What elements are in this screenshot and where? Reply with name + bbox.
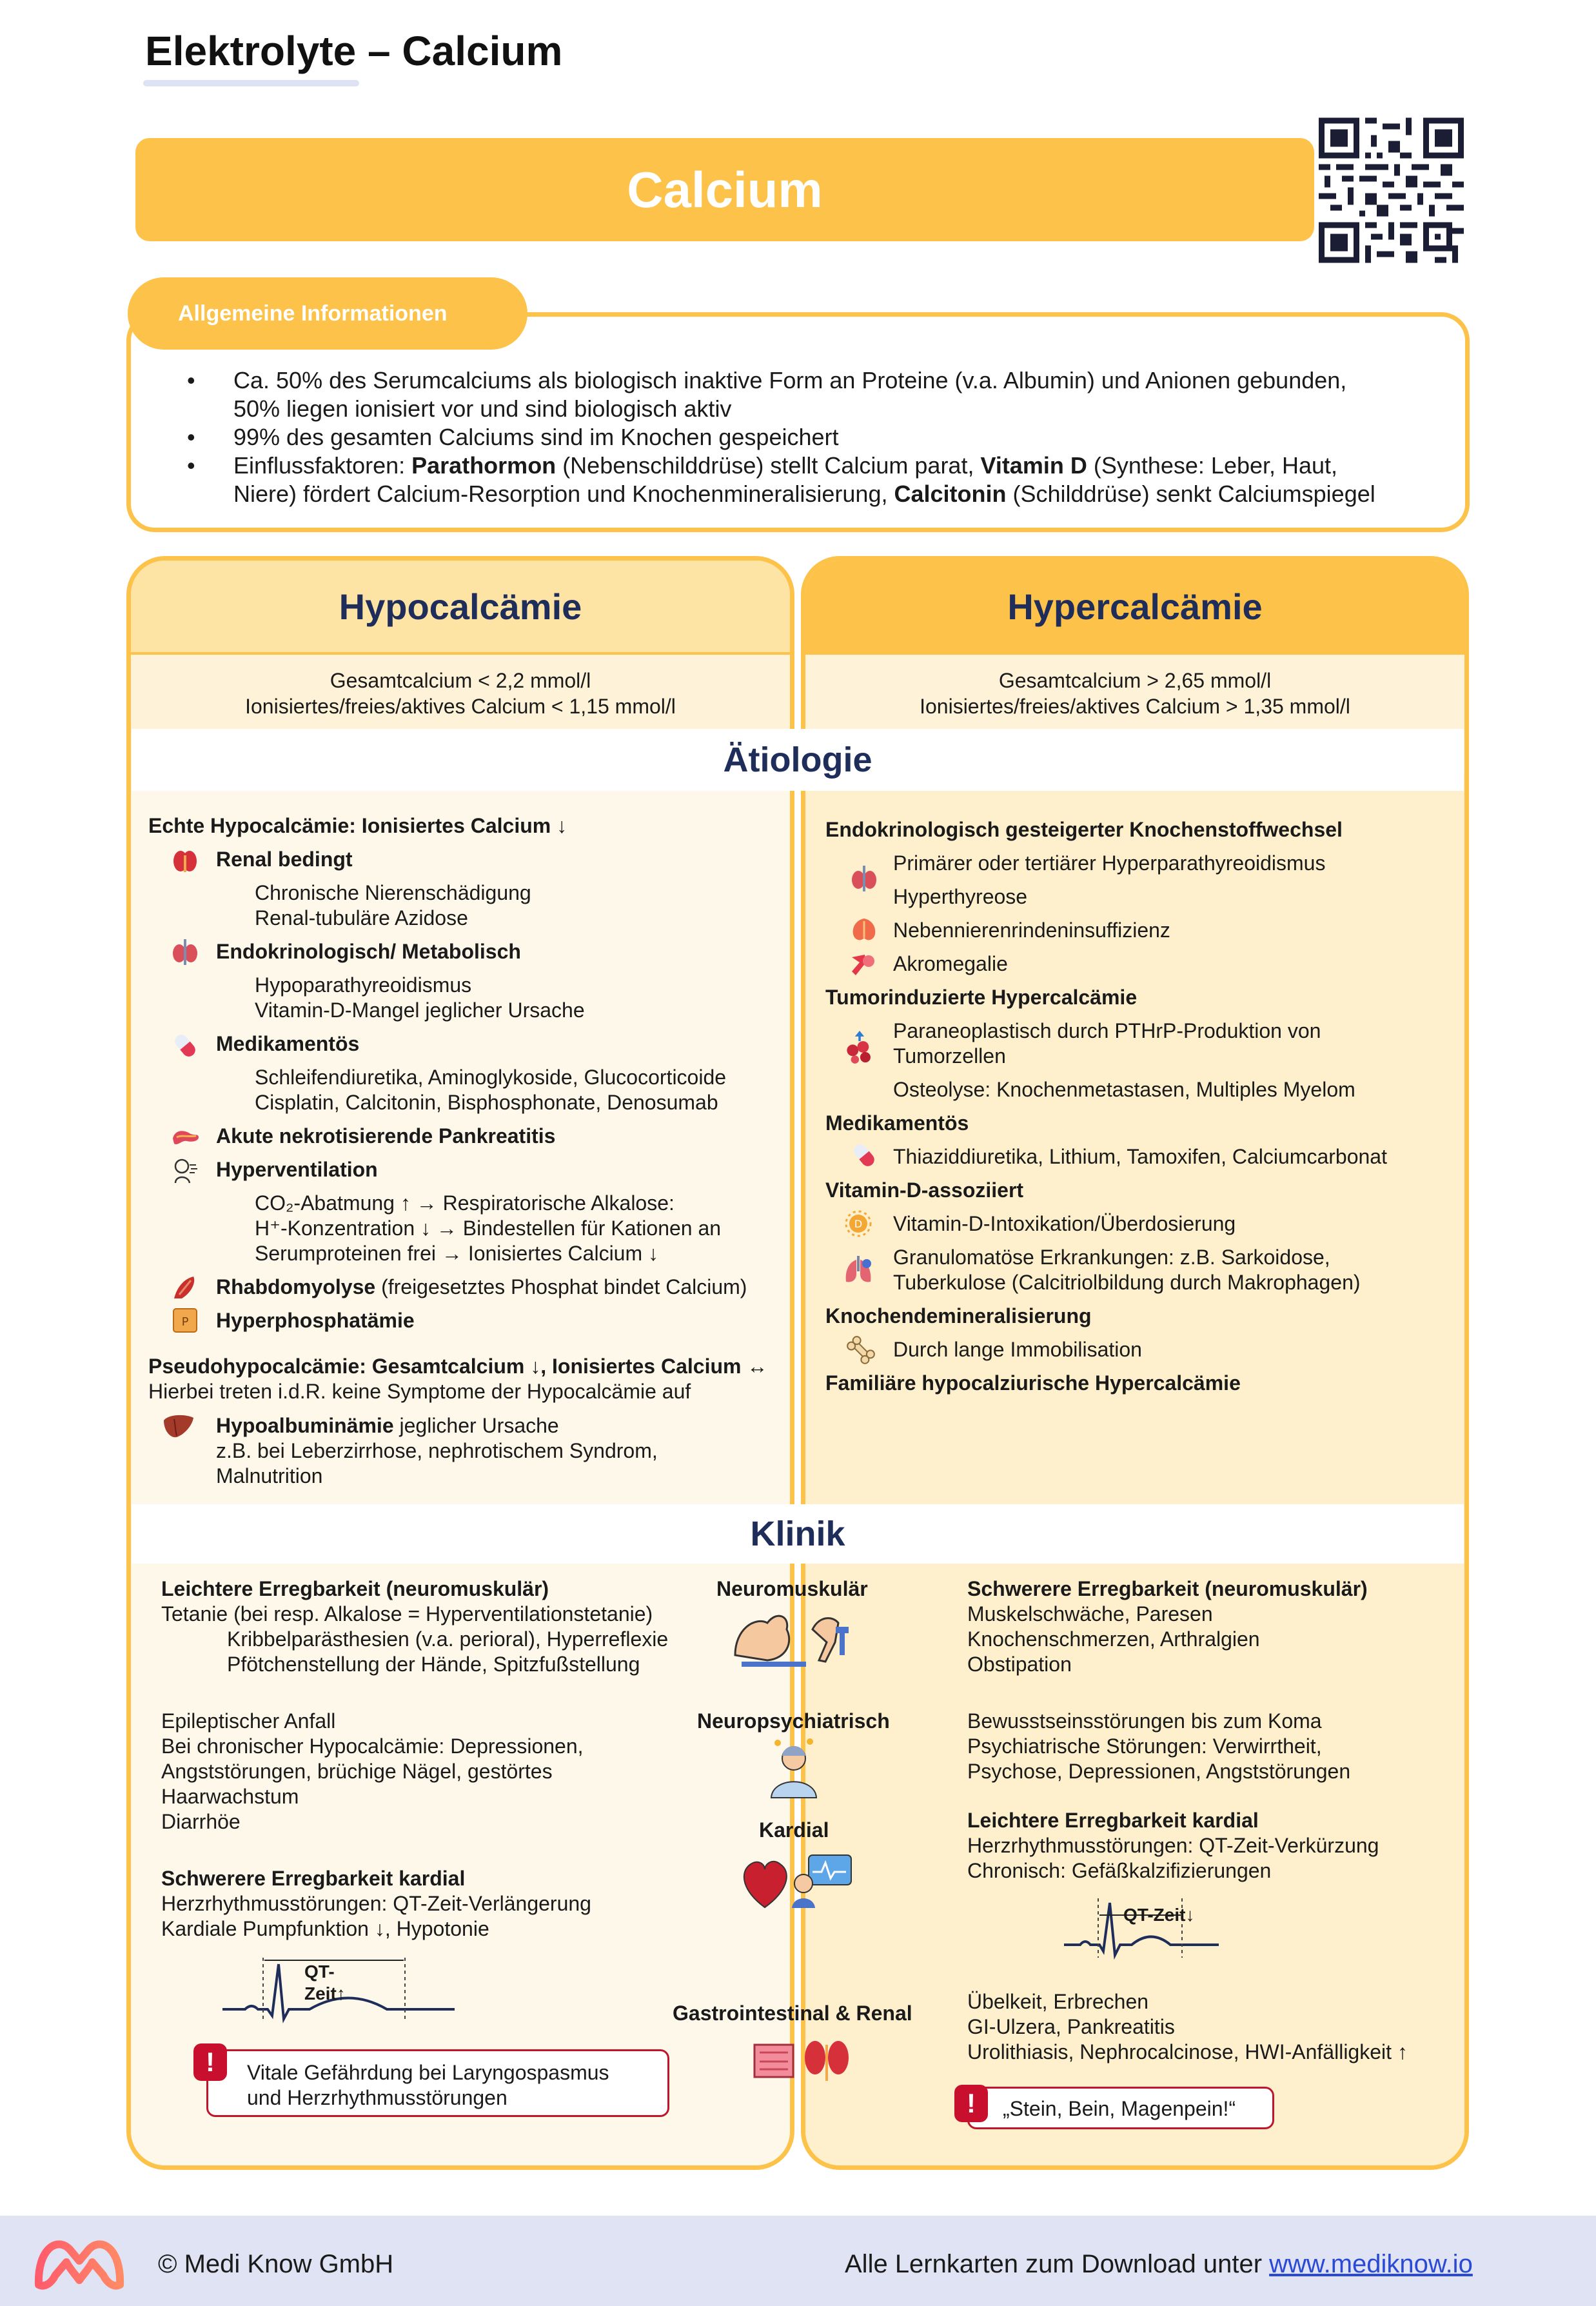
hypocalcemia-title: Hypocalcämie (131, 561, 790, 655)
rhabdomyolyse-line: Rhabdomyolyse (freigesetztes Phosphat bindet Calcium) (216, 1275, 747, 1298)
alert-icon: ! (954, 2085, 988, 2122)
svg-text:D: D (854, 1218, 863, 1230)
adrenal-gland-icon (848, 913, 880, 946)
qt-label-1: QT- (304, 1962, 335, 1982)
tumor-item: Tumorzellen (893, 1044, 1006, 1068)
intestine-kidney-icon (749, 2032, 852, 2083)
pankreatitis-heading: Akute nekrotisierende Pankreatitis (216, 1124, 556, 1148)
vitamin-d-icon (842, 1208, 874, 1240)
renal-heading: Renal bedingt (216, 848, 353, 871)
general-info-list (187, 366, 1444, 508)
med-item: Cisplatin, Calcitonin, Bisphosphonate, Denosumab (255, 1091, 718, 1114)
hyperventilation-item: Serumproteinen frei → Ionisiertes Calcium ↓ (255, 1242, 659, 1265)
klinik-label-neuropsychiatrisch: Neuropsychiatrisch (697, 1709, 890, 1733)
vitd-item: Tuberkulose (Calcitriolbildung durch Makrophagen) (893, 1271, 1361, 1294)
muscle-icon (169, 1271, 201, 1304)
klinik-left-psy-item: Haarwachstum (161, 1785, 299, 1808)
med-item: Schleifendiuretika, Aminoglykoside, Glucocorticoide (255, 1066, 727, 1089)
endo-knochen-item: Hyperthyreose (893, 885, 1028, 908)
renal-item: Chronische Nierenschädigung (255, 881, 531, 904)
pill-icon (169, 1029, 201, 1062)
pseudo-note: Hierbei treten i.d.R. keine Symptome der Hypocalcämie auf (148, 1380, 691, 1403)
demin-heading: Knochendemineralisierung (825, 1304, 1092, 1327)
klinik-left-kard-heading: Schwerere Erregbarkeit kardial (161, 1867, 466, 1890)
klinik-left-neuro-heading: Leichtere Erregbarkeit (neuromuskulär) (161, 1577, 549, 1600)
svg-text:P: P (181, 1315, 189, 1329)
hyperventilation-heading: Hyperventilation (216, 1158, 378, 1181)
footer-link[interactable]: www.mediknow.io (1269, 2250, 1473, 2278)
hyperphosphataemie-heading: Hyperphosphatämie (216, 1309, 415, 1332)
klinik-label-gi-renal: Gastrointestinal & Renal (673, 2002, 912, 2025)
hyperventilation-item: H⁺-Konzentration ↓ → Bindestellen für Kationen an (255, 1217, 722, 1240)
vitd-item: Vitamin-D-Intoxikation/Überdosierung (893, 1212, 1236, 1235)
title-underline (143, 80, 359, 86)
lungs-icon (842, 1255, 874, 1287)
qt-short-label: QT-Zeit↓ (1123, 1905, 1195, 1925)
footer-download-text: Alle Lernkarten zum Download unter www.mediknow.io (845, 2250, 1473, 2278)
vitd-item: Granulomatöse Erkrankungen: z.B. Sarkoidose, (893, 1246, 1330, 1269)
klinik-left-kard-item: Herzrhythmusstörungen: QT-Zeit-Verlängerung (161, 1892, 591, 1915)
med-right-item: Thiaziddiuretika, Lithium, Tamoxifen, Calciumcarbonat (893, 1145, 1387, 1168)
klinik-right-neuro-item: Knochenschmerzen, Arthralgien (967, 1627, 1260, 1651)
hypercalcemia-definition: Gesamtcalcium > 2,65 mmol/l Ionisiertes/freies/aktives Calcium > 1,35 mmol/l (805, 655, 1464, 733)
endo-item: Vitamin-D-Mangel jeglicher Ursache (255, 999, 585, 1022)
fhh-heading: Familiäre hypocalziurische Hypercalcämie (825, 1371, 1241, 1395)
hypoalbuminaemie-line: Hypoalbuminämie jeglicher Ursache (216, 1414, 559, 1437)
klinik-right-kard-heading: Leichtere Erregbarkeit kardial (967, 1809, 1259, 1832)
thyroid-icon (169, 937, 201, 969)
klinik-right-gi-item: Urolithiasis, Nephrocalcinose, HWI-Anfälligkeit ↑ (967, 2040, 1408, 2063)
topic-banner: Calcium (135, 138, 1314, 241)
liver-icon (163, 1410, 195, 1442)
general-info-tab: Allgemeine Informationen (128, 277, 527, 350)
echte-hypocalcaemie-heading: Echte Hypocalcämie: Ionisiertes Calcium ↓ (148, 814, 567, 837)
klinik-left-psy-item: Epileptischer Anfall (161, 1709, 336, 1733)
footer-copyright: © Medi Know GmbH (158, 2250, 394, 2278)
hypoalbuminaemie-item: Malnutrition (216, 1464, 323, 1487)
klinik-left-kard-item: Kardiale Pumpfunktion ↓, Hypotonie (161, 1917, 489, 1940)
klinik-left-psy-item: Angststörungen, brüchige Nägel, gestörtes (161, 1760, 553, 1783)
pancreas-icon (169, 1120, 201, 1153)
klinik-right-kard-item: Herzrhythmusstörungen: QT-Zeit-Verkürzung (967, 1834, 1379, 1857)
klinik-left-psy-item: Bei chronischer Hypocalcämie: Depressionen, (161, 1734, 584, 1758)
demin-item: Durch lange Immobilisation (893, 1338, 1142, 1361)
klinik-left-neuro-item: Kribbelparästhesien (v.a. perioral), Hyperreflexie (227, 1627, 669, 1651)
heart-monitor-icon (739, 1846, 855, 1911)
mediknow-logo-icon[interactable] (31, 2223, 128, 2298)
section-klinik: Klinik (132, 1504, 1464, 1564)
endo-item: Hypoparathyreoidismus (255, 973, 472, 997)
endo-knochen-item: Nebennierenrindeninsuffizienz (893, 919, 1170, 942)
klinik-right-gi-item: Übelkeit, Erbrechen (967, 1990, 1149, 2013)
tumor-cells-icon (843, 1031, 876, 1063)
info-bullet: • 99% des gesamten Calciums sind im Knochen gespeichert (187, 423, 1444, 452)
thyroid-icon (848, 863, 880, 895)
pituitary-icon (848, 948, 880, 980)
vitd-heading: Vitamin-D-assoziiert (825, 1178, 1024, 1202)
klinik-label-kardial: Kardial (759, 1818, 829, 1842)
hypercalcemia-title: Hypercalcämie (805, 561, 1464, 655)
info-bullet: • Ca. 50% des Serumcalciums als biologisch inaktive Form an Proteine (v.a. Albumin) und Anionen gebunden, 50% liegen ionisiert vor und sind biologisch aktiv (187, 366, 1444, 423)
tumor-item: Paraneoplastisch durch PTHrP-Produktion von (893, 1019, 1321, 1042)
warning-box-left: Vitale Gefährdung bei Laryngospasmus und Herzrhythmusstörungen (206, 2049, 669, 2117)
pill-icon (848, 1139, 880, 1171)
klinik-left-neuro-item: Pfötchenstellung der Hände, Spitzfußstellung (227, 1653, 640, 1676)
klinik-right-kard-item: Chronisch: Gefäßkalzifizierungen (967, 1859, 1272, 1882)
document-title: Elektrolyte – Calcium (145, 28, 563, 74)
klinik-right-psy-item: Psychiatrische Störungen: Verwirrtheit, (967, 1734, 1322, 1758)
tumor-heading: Tumorinduzierte Hypercalcämie (825, 986, 1138, 1009)
qt-label-2: Zeit↑ (304, 1983, 346, 2003)
dizzy-person-icon (765, 1736, 823, 1798)
med-right-heading: Medikamentös (825, 1111, 969, 1135)
warning-box-right: „Stein, Bein, Magenpein!“ (967, 2087, 1274, 2129)
phosphate-icon (169, 1304, 201, 1337)
hyperventilation-item: CO₂-Abatmung ↑ → Respiratorische Alkalose: (255, 1191, 675, 1215)
bone-icon (845, 1334, 877, 1366)
qr-code[interactable] (1319, 116, 1464, 264)
endo-knochen-item: Primärer oder tertiärer Hyperparathyreoidismus (893, 851, 1326, 875)
hypoalbuminaemie-item: z.B. bei Leberzirrhose, nephrotischem Syndrom, (216, 1439, 658, 1462)
klinik-right-neuro-item: Muskelschwäche, Paresen (967, 1602, 1213, 1625)
endo-knochen-item: Akromegalie (893, 952, 1008, 975)
info-bullet: • Einflussfaktoren: Parathormon (Nebenschilddrüse) stellt Calcium parat, Vitamin D (Synthese: Leber, Haut, Niere) fördert Calcium-Resorption und Knochenmineralisierung, Calcitonin (Schilddrüse) senkt Calciumspiegel (187, 452, 1444, 508)
klinik-right-neuro-heading: Schwerere Erregbarkeit (neuromuskulär) (967, 1577, 1368, 1600)
breathing-icon (169, 1155, 201, 1187)
endo-knochen-heading: Endokrinologisch gesteigerter Knochenstoffwechsel (825, 818, 1343, 841)
renal-item: Renal-tubuläre Azidose (255, 906, 468, 929)
hypocalcemia-definition: Gesamtcalcium < 2,2 mmol/l Ionisiertes/freies/aktives Calcium < 1,15 mmol/l (131, 655, 790, 733)
tumor-item: Osteolyse: Knochenmetastasen, Multiples Myelom (893, 1078, 1355, 1101)
pseudo-heading: Pseudohypocalcämie: Gesamtcalcium ↓, Ionisiertes Calcium ↔ (148, 1355, 768, 1378)
kidney-icon (169, 845, 201, 877)
klinik-right-gi-item: GI-Ulzera, Pankreatitis (967, 2015, 1175, 2038)
alert-icon: ! (193, 2043, 227, 2081)
muscle-arm-icon (729, 1604, 864, 1668)
klinik-label-neuromuskulaer: Neuromuskulär (716, 1577, 868, 1600)
klinik-left-psy-item: Diarrhöe (161, 1810, 241, 1833)
endo-heading: Endokrinologisch/ Metabolisch (216, 940, 521, 963)
klinik-left-neuro-item: Tetanie (bei resp. Alkalose = Hyperventilationstetanie) (161, 1602, 653, 1625)
klinik-right-neuro-item: Obstipation (967, 1653, 1072, 1676)
klinik-right-psy-item: Psychose, Depressionen, Angststörungen (967, 1760, 1351, 1783)
med-heading: Medikamentös (216, 1032, 360, 1055)
section-aetiologie: Ätiologie (132, 729, 1464, 791)
klinik-right-psy-item: Bewusstseinsstörungen bis zum Koma (967, 1709, 1322, 1733)
